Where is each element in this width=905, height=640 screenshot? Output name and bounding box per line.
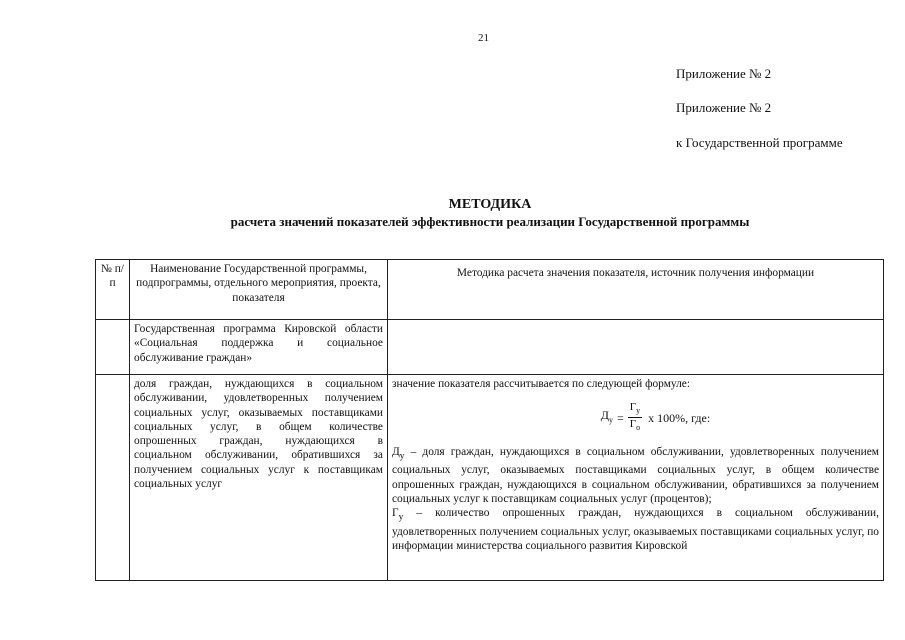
header-method: Методика расчета значения показателя, источник получения информации (388, 260, 884, 320)
method-intro: значение показателя рассчитывается по следующей формуле: (392, 378, 690, 390)
header-name: Наименование Государственной программы, подпрограммы, отдельного мероприятия, проекта, показателя (130, 260, 388, 320)
title-block (95, 196, 885, 230)
annex-line-2: Приложение № 2 (676, 100, 772, 115)
annex-line-3: к Государственной программе (676, 135, 843, 150)
formula-fraction (628, 401, 642, 434)
row-number (96, 320, 130, 375)
annex-line-1: Приложение № 2 (676, 66, 772, 81)
document-title: МЕТОДИКА (448, 197, 532, 212)
formula-lhs: $Д_у$ (600, 408, 613, 425)
methodology-table (95, 259, 884, 581)
formula-tail: x 100%, где: (648, 410, 711, 425)
definition-share: $Д_у$ – доля граждан, нуждающихся в социальном обслуживании, удовлетворенных получением социальных услуг, оказываемых поставщиками социальных услуг, в общем количестве опрошенных граждан, нуждающихся в социальном обслуживании, обратившихся за получением социальных услуг к поставщикам социальных услуг (процентов); (392, 445, 879, 505)
header-number: № п/п (96, 260, 130, 320)
table-header-row (96, 260, 884, 320)
indicator-method (388, 375, 884, 581)
indicator-name: доля граждан, нуждающихся в социальном обслуживании, удовлетворенных получением социальных услуг, оказываемых поставщиками социальных услуг, в общем количестве опрошенных граждан, нуждающихся в социальном обслуживании, обратившихся за получением социальных услуг к поставщикам социальных услуг (130, 375, 388, 581)
formula-numerator: $Г_у$ (628, 401, 642, 418)
definition-count: $Г_у$ – количество опрошенных граждан, нуждающихся в социальном обслуживании, удовлетворенных получением социальных услуг, оказываемых поставщиками социальных услуг, по информации министерства социального развития Кировской (392, 507, 879, 553)
table-row (96, 320, 884, 375)
document-subtitle: расчета значений показателей эффективности реализации Государственной программы (230, 214, 750, 229)
formula (432, 401, 879, 434)
formula-denominator: $Г_о$ (629, 418, 641, 433)
program-method (388, 320, 884, 375)
formula-equals: = (616, 410, 624, 425)
table-row (96, 375, 884, 581)
row-number (96, 375, 130, 581)
page-number: 21 (478, 32, 489, 44)
program-name: Государственная программа Кировской области «Социальная поддержка и социальное обслуживание граждан» (130, 320, 388, 375)
